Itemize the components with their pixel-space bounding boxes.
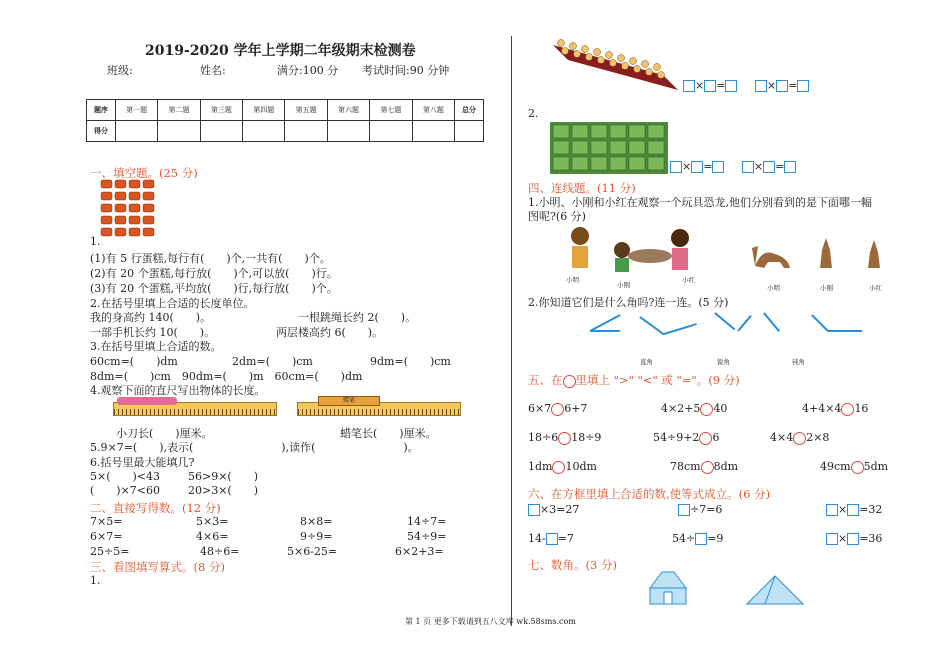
angle-line bbox=[664, 323, 697, 334]
cake bbox=[115, 228, 126, 236]
cake bbox=[101, 180, 112, 188]
equals-sign: = bbox=[716, 79, 726, 92]
cakes-image bbox=[100, 178, 156, 238]
score-input[interactable] bbox=[285, 121, 327, 142]
angle-line bbox=[590, 330, 620, 332]
angle-name: 直角 bbox=[640, 358, 653, 366]
calc-item: 9÷9= bbox=[300, 530, 333, 543]
shelf-cell bbox=[591, 157, 607, 170]
q3c: 9dm=( )cm bbox=[370, 355, 451, 368]
q1b: (2)有 20 个蛋糕,每行放( )个,可以放( )行。 bbox=[90, 267, 338, 280]
section-7-heading: 七、数角。(3 分) bbox=[528, 558, 617, 572]
q3b: 2dm=( )cm bbox=[232, 355, 313, 368]
cake bbox=[129, 204, 140, 212]
shelf-cell bbox=[553, 141, 569, 154]
egg bbox=[582, 46, 589, 53]
house-shape bbox=[648, 570, 688, 606]
egg bbox=[594, 49, 601, 56]
q6b: 56>9×( ) bbox=[188, 470, 259, 483]
angle-line bbox=[737, 315, 751, 331]
egg bbox=[606, 52, 613, 59]
shelf-cell bbox=[553, 157, 569, 170]
kid-head bbox=[614, 242, 630, 258]
kid-label: 小明 bbox=[566, 276, 579, 284]
footer: 第 1 页 更多下载请到五八文库 wk.58sms.com bbox=[405, 617, 576, 626]
angle-line bbox=[811, 314, 828, 331]
calc-item: 48÷6= bbox=[200, 545, 240, 558]
toy-dinosaur bbox=[628, 249, 672, 263]
full-score: 满分:100 分 bbox=[277, 64, 339, 77]
angle-line bbox=[714, 312, 735, 330]
answer-box[interactable] bbox=[847, 533, 859, 545]
answer-box[interactable] bbox=[546, 533, 558, 545]
cake bbox=[115, 192, 126, 200]
score-cell: 第七题 bbox=[370, 100, 412, 121]
fill-item: ÷7=6 bbox=[678, 503, 722, 516]
section-1-heading: 一、填空题。(25 分) bbox=[90, 166, 198, 180]
angle-line bbox=[827, 330, 862, 332]
s4-q2: 2.你知道它们是什么角吗?连一连。(5 分) bbox=[528, 296, 729, 309]
dinosaur-view-front bbox=[820, 238, 832, 268]
egg bbox=[618, 55, 625, 62]
angle-name: 锐角 bbox=[717, 358, 730, 366]
equation-row-2 bbox=[670, 160, 796, 173]
section-3-heading: 三、看图填写算式。(8 分) bbox=[90, 560, 225, 574]
q4a: 小刀长( )厘米。 bbox=[116, 427, 213, 440]
answer-box[interactable] bbox=[826, 533, 838, 545]
compare-item: 18÷6 18÷9 bbox=[528, 431, 602, 444]
answer-box[interactable] bbox=[742, 161, 754, 173]
egg bbox=[622, 63, 629, 70]
shelf-cell bbox=[572, 141, 588, 154]
calc-item: 6×7= bbox=[90, 530, 123, 543]
egg bbox=[654, 64, 661, 71]
eggs-image bbox=[553, 35, 678, 93]
score-input[interactable] bbox=[243, 121, 285, 142]
egg bbox=[642, 61, 649, 68]
kid-label: 小刚 bbox=[617, 281, 630, 289]
egg bbox=[610, 60, 617, 67]
kid-head bbox=[571, 227, 589, 245]
times-sign: × bbox=[753, 160, 764, 173]
fill-item: 54÷ =9 bbox=[672, 532, 724, 545]
shelf-cell bbox=[629, 141, 645, 154]
angle-name: 钝角 bbox=[792, 358, 805, 366]
q1c: (3)有 20 个蛋糕,平均放( )行,每行放( )个。 bbox=[90, 282, 338, 295]
score-input[interactable] bbox=[412, 121, 454, 142]
equals-sign: = bbox=[775, 160, 785, 173]
q1a: (1)有 5 行蛋糕,每行有( )个,一共有( )个。 bbox=[90, 252, 331, 265]
score-cell: 第六题 bbox=[327, 100, 369, 121]
q6a: 5×( )<43 bbox=[90, 470, 161, 483]
compare-item: 54÷9+2 6 bbox=[653, 431, 720, 444]
answer-box[interactable] bbox=[695, 533, 707, 545]
egg bbox=[658, 72, 665, 79]
fill-item: × =32 bbox=[826, 503, 882, 516]
compare-item: 49cm 5dm bbox=[820, 460, 889, 473]
view-label: 小明 bbox=[767, 284, 780, 292]
q5: 5.9×7=( ),表示( ),读作( )。 bbox=[90, 441, 419, 454]
cake bbox=[129, 180, 140, 188]
dinosaur-view-back bbox=[868, 240, 880, 268]
score-cell: 第三题 bbox=[200, 100, 242, 121]
egg bbox=[634, 66, 641, 73]
compare-item: 1dm 10dm bbox=[528, 460, 597, 473]
q3a: 60cm=( )dm bbox=[90, 355, 178, 368]
calc-item: 7×5= bbox=[90, 515, 123, 528]
compare-circle[interactable] bbox=[841, 403, 854, 416]
egg bbox=[598, 57, 605, 64]
knife-image bbox=[117, 397, 177, 405]
view-label: 小刚 bbox=[820, 284, 833, 292]
section-6-heading: 六、在方框里填上合适的数,使等式成立。(6 分) bbox=[528, 487, 771, 501]
calc-item: 4×6= bbox=[196, 530, 229, 543]
shelf-cell bbox=[591, 141, 607, 154]
compare-circle[interactable] bbox=[700, 403, 713, 416]
compare-item: 4+4×4 16 bbox=[802, 402, 869, 415]
shelf-cell bbox=[591, 125, 607, 138]
compare-circle[interactable] bbox=[552, 461, 565, 474]
answer-box[interactable] bbox=[691, 161, 703, 173]
egg bbox=[646, 69, 653, 76]
cake bbox=[129, 228, 140, 236]
q2d: 两层楼高约 6( )。 bbox=[276, 326, 384, 339]
egg bbox=[558, 40, 565, 47]
fill-item: 14- =7 bbox=[528, 532, 574, 545]
answer-box[interactable] bbox=[683, 80, 695, 92]
times-sign: × bbox=[682, 160, 692, 173]
q1-number: 1. bbox=[90, 235, 101, 248]
kid-head bbox=[671, 229, 689, 247]
cake bbox=[143, 204, 154, 212]
shelf-cell bbox=[572, 125, 588, 138]
cake bbox=[115, 204, 126, 212]
equals-sign: = bbox=[703, 160, 713, 173]
exam-time: 考试时间:90 分钟 bbox=[362, 64, 450, 77]
egg bbox=[630, 58, 637, 65]
calc-item: 5×3= bbox=[196, 515, 229, 528]
calc-item: 54÷9= bbox=[407, 530, 447, 543]
cake bbox=[101, 192, 112, 200]
cake bbox=[115, 216, 126, 224]
answer-box[interactable] bbox=[704, 80, 716, 92]
q2b: 一根跳绳长约 2( )。 bbox=[298, 311, 417, 324]
score-value-row bbox=[87, 121, 484, 142]
name-label: 姓名: bbox=[200, 64, 226, 77]
cake bbox=[129, 216, 140, 224]
class-label: 班级: bbox=[107, 64, 133, 77]
score-input[interactable] bbox=[370, 121, 412, 142]
compare-circle[interactable] bbox=[551, 403, 564, 416]
times-sign: × bbox=[695, 79, 705, 92]
s5-part-b: 里填上 ">" "<" 或 "="。(9 分) bbox=[575, 373, 740, 387]
shelf-cell bbox=[648, 141, 664, 154]
s4-q1-line1: 1.小明、小刚和小红在观察一个玩具恐龙,他们分别看到的是下面哪一幅 bbox=[528, 196, 872, 209]
cake bbox=[101, 216, 112, 224]
shelf-cell bbox=[648, 157, 664, 170]
s4-q1-line2: 图呢?(6 分) bbox=[528, 210, 586, 223]
angle-line bbox=[640, 316, 665, 335]
section-2-heading: 二、直接写得数。(12 分) bbox=[90, 501, 221, 515]
score-cell: 第二题 bbox=[158, 100, 200, 121]
q4b: 蜡笔长( )厘米。 bbox=[340, 427, 437, 440]
answer-box[interactable] bbox=[776, 80, 788, 92]
score-input[interactable] bbox=[327, 121, 369, 142]
angle-line bbox=[763, 312, 780, 331]
egg bbox=[586, 54, 593, 61]
view-label: 小红 bbox=[869, 284, 882, 292]
triangle-outer bbox=[747, 576, 803, 604]
compare-circle[interactable] bbox=[851, 461, 864, 474]
kid-body bbox=[572, 246, 588, 268]
egg bbox=[570, 43, 577, 50]
s3-q1-number: 1. bbox=[90, 574, 101, 587]
q2a: 我的身高约 140( )。 bbox=[90, 311, 212, 324]
compare-circle[interactable] bbox=[793, 432, 806, 445]
dinosaur-view-side bbox=[752, 246, 790, 268]
cake bbox=[115, 180, 126, 188]
score-input[interactable] bbox=[115, 121, 157, 142]
compare-item: 78cm 8dm bbox=[670, 460, 739, 473]
fill-item: ×3=27 bbox=[528, 503, 579, 516]
score-cell: 得分 bbox=[87, 121, 116, 142]
r-q2-number: 2. bbox=[528, 107, 539, 120]
shelf-cell bbox=[629, 125, 645, 138]
compare-item: 4×4 2×8 bbox=[770, 431, 830, 444]
answer-box[interactable] bbox=[826, 504, 838, 516]
compare-circle[interactable] bbox=[699, 432, 712, 445]
cake bbox=[101, 228, 112, 236]
egg bbox=[574, 51, 581, 58]
shelf-cell bbox=[572, 157, 588, 170]
score-cell: 第五题 bbox=[285, 100, 327, 121]
dinosaur-views bbox=[750, 228, 890, 276]
kid-body bbox=[672, 248, 688, 270]
answer-box[interactable] bbox=[670, 161, 682, 173]
q6c: ( )×7<60 bbox=[90, 484, 161, 497]
calc-item: 25÷5= bbox=[90, 545, 130, 558]
calc-item: 5×6-25= bbox=[287, 545, 338, 558]
compare-circle[interactable] bbox=[701, 461, 714, 474]
page-title: 2019-2020 学年上学期二年级期末检测卷 bbox=[145, 43, 416, 59]
answer-box[interactable] bbox=[797, 80, 809, 92]
q2: 2.在括号里填上合适的长度单位。 bbox=[90, 297, 255, 310]
answer-box[interactable] bbox=[725, 80, 737, 92]
kid-label: 小红 bbox=[682, 276, 695, 284]
cake bbox=[143, 228, 154, 236]
score-input[interactable] bbox=[200, 121, 242, 142]
compare-item: 4×2+5 40 bbox=[661, 402, 728, 415]
answer-box[interactable] bbox=[678, 504, 690, 516]
score-input[interactable] bbox=[158, 121, 200, 142]
crayon-image: 蜡笔 bbox=[318, 396, 380, 406]
score-input[interactable] bbox=[455, 121, 484, 142]
shelf-cell bbox=[610, 141, 626, 154]
section-4-heading: 四、连线题。(11 分) bbox=[528, 181, 636, 195]
score-cell: 题序 bbox=[87, 100, 116, 121]
calc-item: 8×8= bbox=[300, 515, 333, 528]
column-divider bbox=[511, 36, 512, 626]
shelf-cell bbox=[629, 157, 645, 170]
section-5-heading bbox=[528, 372, 740, 388]
score-cell: 第一题 bbox=[115, 100, 157, 121]
cake bbox=[101, 204, 112, 212]
q6: 6.括号里最大能填几? bbox=[90, 456, 195, 469]
s5-part-a: 五、在 bbox=[528, 373, 563, 387]
q2c: 一部手机长约 10( )。 bbox=[90, 326, 216, 339]
answer-box[interactable] bbox=[847, 504, 859, 516]
shelf-cell bbox=[648, 125, 664, 138]
answer-box[interactable] bbox=[784, 161, 796, 173]
q3d: 8dm=( )cm 90dm=( )m 60cm=( )dm bbox=[90, 370, 363, 383]
shelf-cell bbox=[553, 125, 569, 138]
cake bbox=[143, 192, 154, 200]
compare-circle[interactable] bbox=[558, 432, 571, 445]
calc-item: 6×2+3= bbox=[395, 545, 444, 558]
answer-box[interactable] bbox=[712, 161, 724, 173]
score-cell: 第四题 bbox=[243, 100, 285, 121]
q4: 4.观察下面的直尺写出物体的长度。 bbox=[90, 384, 266, 397]
toy-shelf-image bbox=[550, 122, 668, 174]
kid-body bbox=[615, 258, 629, 272]
score-header-row bbox=[87, 100, 484, 121]
circle-icon bbox=[563, 375, 576, 388]
fill-item: × =36 bbox=[826, 532, 882, 545]
score-table bbox=[86, 99, 484, 142]
calc-item: 14÷7= bbox=[407, 515, 447, 528]
equals-sign: = bbox=[788, 79, 798, 92]
score-cell: 第八题 bbox=[412, 100, 454, 121]
score-cell: 总分 bbox=[455, 100, 484, 121]
house-door bbox=[664, 592, 672, 604]
equation-row-1 bbox=[683, 79, 809, 92]
cake bbox=[129, 192, 140, 200]
q6d: 20>3×( ) bbox=[188, 484, 259, 497]
shelf-cell bbox=[610, 157, 626, 170]
triangle-shape bbox=[745, 573, 805, 606]
answer-box[interactable] bbox=[755, 80, 767, 92]
kids-dinosaur-image bbox=[560, 224, 700, 286]
answer-box[interactable] bbox=[763, 161, 775, 173]
egg bbox=[562, 48, 569, 55]
cake bbox=[143, 216, 154, 224]
answer-box[interactable] bbox=[528, 504, 540, 516]
compare-item: 6×7 6+7 bbox=[528, 402, 588, 415]
house-roof bbox=[650, 572, 686, 588]
shelf-cell bbox=[610, 125, 626, 138]
cake bbox=[143, 180, 154, 188]
angle-line bbox=[590, 314, 621, 331]
q3: 3.在括号里填上合适的数。 bbox=[90, 340, 222, 353]
times-sign: × bbox=[766, 79, 777, 92]
